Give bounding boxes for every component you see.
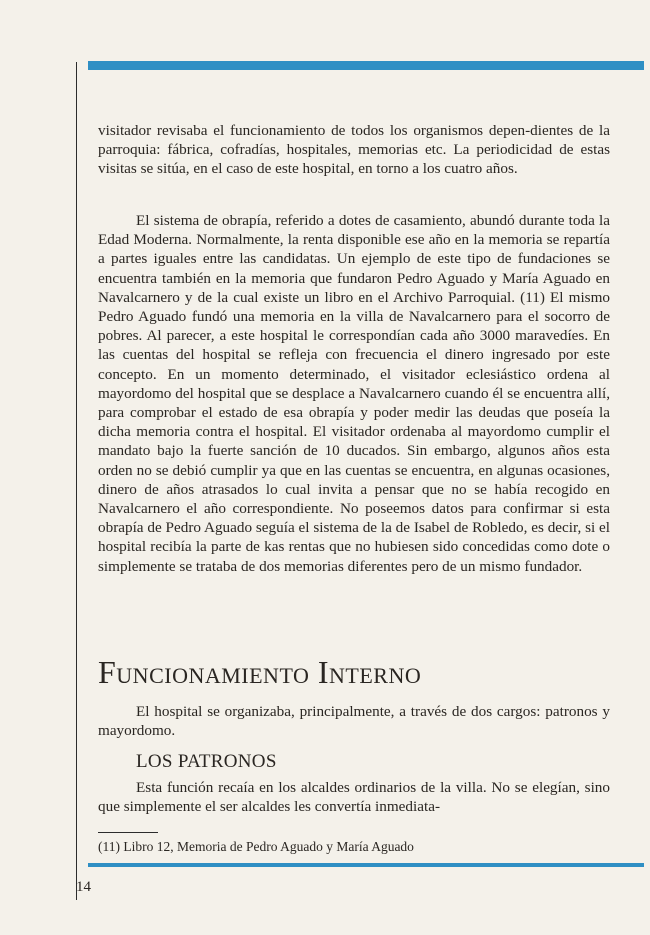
footnote-separator bbox=[98, 832, 158, 833]
footnote: (11) Libro 12, Memoria de Pedro Aguado y María Aguado bbox=[98, 839, 414, 854]
subsection-paragraph: Esta función recaía en los alcaldes ordinarios de la villa. No se elegían, sino que simplemente el ser alcaldes les convertía inmediata- bbox=[98, 779, 610, 816]
bottom-accent-bar bbox=[88, 863, 644, 867]
page-number: 14 bbox=[76, 879, 91, 895]
top-accent-bar bbox=[88, 61, 644, 70]
section-title: Funcionamiento Interno bbox=[98, 654, 422, 690]
left-margin-rule bbox=[76, 62, 77, 900]
paragraph-2: El sistema de obrapía, referido a dotes de casamiento, abundó durante toda la Edad Moderna. Normalmente, la renta disponible ese año en la memoria se repartía a partes iguales entre las candidatas. Un ejemplo de este tipo de fundaciones se encuentra también en la memoria que fundaron Pedro Aguado y María Aguado en Navalcarnero y de la cual existe un libro en el Archivo Parroquial. (11) El mismo Pedro Aguado fundó una memoria en la villa de Navalcarnero para el socorro de pobres. Al parecer, a este hospital le correspondían cada año 3000 maravedíes. En las cuentas del hospital se refleja con frecuencia el dinero ingresado por este concepto. En un momento determinado, el visitador eclesiástico ordena al mayordomo del hospital que se desplace a Navalcarnero cuando él se encuentra allí, para comprobar el estado de esa obrapía y poder medir las deudas que poseía la dicha memoria contra el hospital. El visitador ordenaba al mayordomo cumplir el mandato bajo la fuerte sanción de 10 ducados. Sin embargo, algunos años esta orden no se debió cumplir ya que en las cuentas se encuentra, en algunas ocasiones, dinero de años atrasados lo cual invita a pensar que no se había recogido en Navalcarnero el año correspondiente. No poseemos datos para confirmar si esta obrapía de Pedro Aguado seguía el sistema de la de Isabel de Robledo, es decir, si el hospital recibía la parte de kas rentas que no hubiesen sido concedidas como dote o simplemente se trataba de dos memorias diferentes pero de un mismo fundador. bbox=[98, 212, 610, 575]
section-intro: El hospital se organizaba, principalmente, a través de dos cargos: patronos y mayordomo. bbox=[98, 703, 610, 740]
subsection-title: LOS PATRONOS bbox=[136, 751, 277, 772]
paragraph-1: visitador revisaba el funcionamiento de todos los organismos depen-dientes de la parroquia: fábrica, cofradías, hospitales, memorias etc. La periodicidad de estas visitas se sitúa, en el caso de este hospital, en torno a los cuatro años. bbox=[98, 122, 610, 178]
